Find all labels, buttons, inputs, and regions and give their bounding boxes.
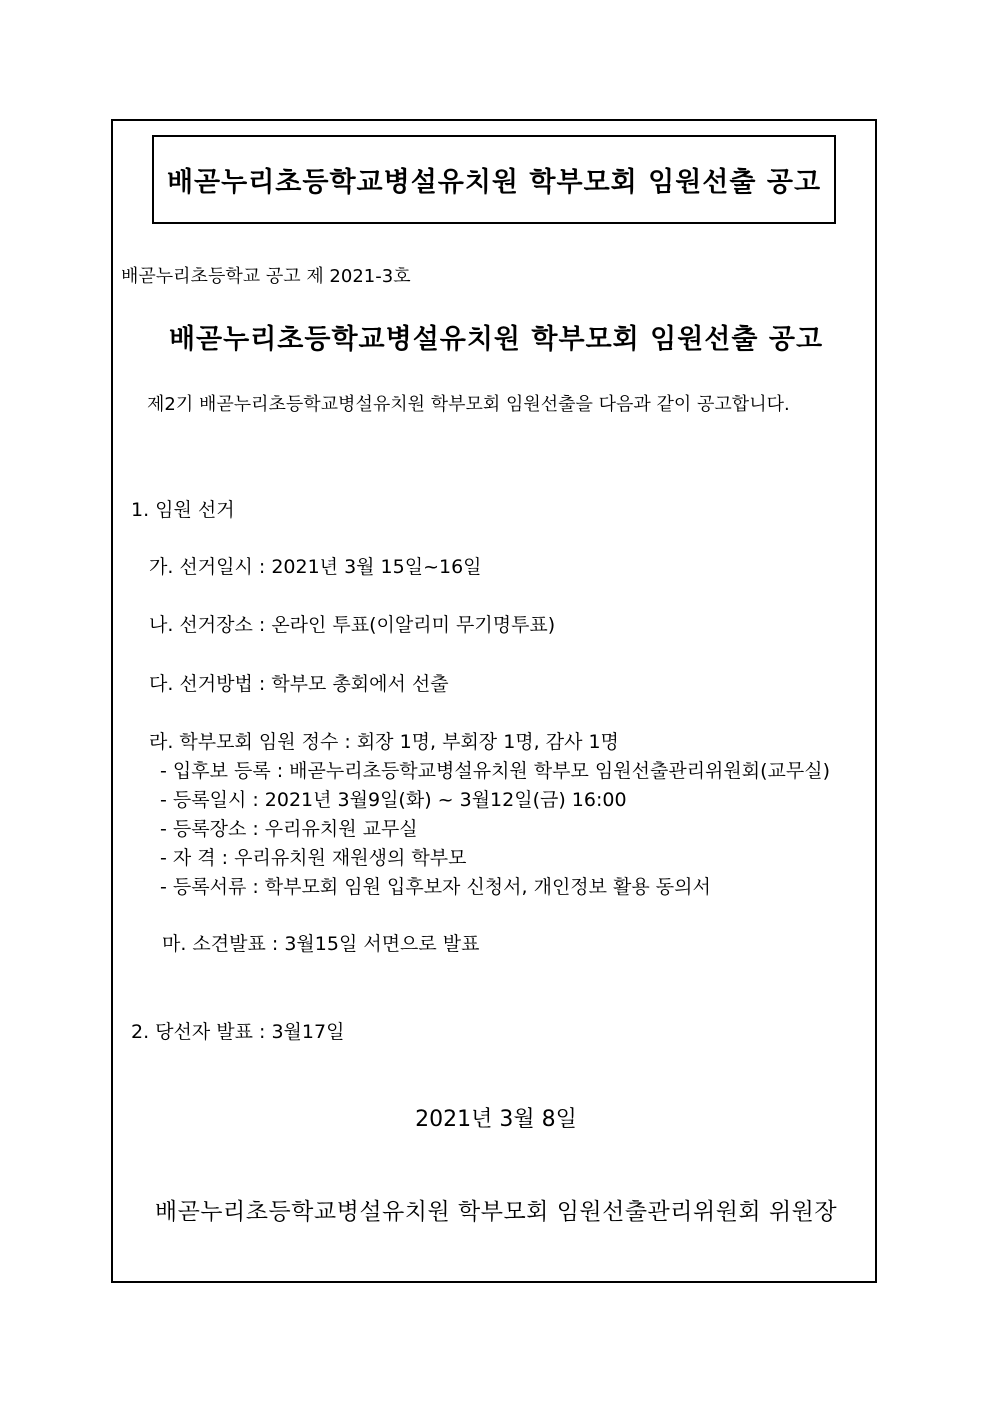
- speech-announcement: 마. 소견발표 : 3월15일 서면으로 발표: [162, 933, 480, 955]
- header-title: 배곧누리초등학교병설유치원 학부모회 임원선출 공고: [166, 167, 822, 198]
- eligibility: - 자 격 : 우리유치원 재원생의 학부모: [160, 847, 467, 869]
- intro-text: 제2기 배곧누리초등학교병설유치원 학부모회 임원선출을 다음과 같이 공고합니다.: [147, 394, 790, 415]
- registration-documents: - 등록서류 : 학부모회 임원 입후보자 신청서, 개인정보 활용 동의서: [160, 876, 711, 898]
- signature-line: 배곧누리초등학교병설유치원 학부모회 임원선출관리위원회 위원장: [154, 1199, 838, 1225]
- candidate-registration: - 입후보 등록 : 배곧누리초등학교병설유치원 학부모 임원선출관리위원회(교무실): [160, 760, 831, 782]
- election-method: 다. 선거방법 : 학부모 총회에서 선출: [149, 673, 449, 695]
- header-title-box: [152, 135, 836, 224]
- main-title: 배곧누리초등학교병설유치원 학부모회 임원선출 공고: [168, 324, 824, 355]
- election-date: 가. 선거일시 : 2021년 3월 15일~16일: [149, 556, 482, 578]
- registration-place: - 등록장소 : 우리유치원 교무실: [160, 818, 418, 840]
- document-date: 2021년 3월 8일: [415, 1107, 577, 1132]
- officer-quota: 라. 학부모회 임원 정수 : 회장 1명, 부회장 1명, 감사 1명: [149, 731, 619, 753]
- notice-number: 배곧누리초등학교 공고 제 2021-3호: [121, 266, 411, 287]
- registration-period: - 등록일시 : 2021년 3월9일(화) ~ 3월12일(금) 16:00: [160, 789, 627, 811]
- section1-heading: 1. 임원 선거: [131, 499, 235, 521]
- election-place: 나. 선거장소 : 온라인 투표(이알리미 무기명투표): [149, 614, 556, 636]
- section2-winner-announcement: 2. 당선자 발표 : 3월17일: [131, 1021, 345, 1043]
